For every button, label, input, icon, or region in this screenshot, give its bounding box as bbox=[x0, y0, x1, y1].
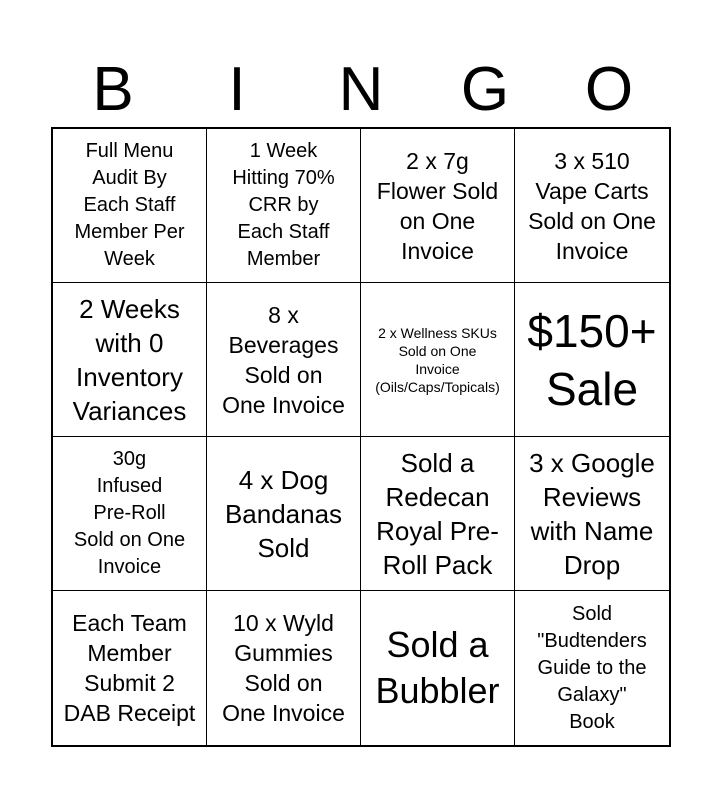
bingo-cell[interactable] bbox=[361, 437, 515, 591]
header-letter-o: O bbox=[584, 55, 634, 124]
cell-text: $150+ Sale bbox=[527, 304, 657, 415]
cell-text: Full Menu Audit By Each Staff Member Per Week bbox=[74, 140, 185, 270]
header-letter-b: B bbox=[92, 55, 134, 124]
cell-text: 10 x Wyld Gummies Sold on One Invoice bbox=[222, 610, 345, 726]
bingo-cell[interactable] bbox=[207, 283, 361, 437]
cell-text: 30g Infused Pre-Roll Sold on One Invoice bbox=[73, 448, 186, 578]
bingo-cell[interactable] bbox=[361, 129, 515, 283]
bingo-cell[interactable] bbox=[207, 129, 361, 283]
bingo-cell[interactable] bbox=[515, 591, 669, 745]
cell-text: 3 x Google Reviews with Name Drop bbox=[529, 447, 655, 580]
cell-text: Sold a Bubbler bbox=[375, 624, 500, 711]
bingo-cell[interactable] bbox=[207, 437, 361, 591]
cell-text: 8 x Beverages Sold on One Invoice bbox=[222, 301, 345, 418]
bingo-cell[interactable] bbox=[207, 591, 361, 745]
cell-text: 2 x 7g Flower Sold on One Invoice bbox=[376, 147, 499, 264]
cell-text: Sold "Budtenders Guide to the Galaxy" Book bbox=[537, 602, 647, 733]
bingo-cell[interactable] bbox=[53, 591, 207, 745]
bingo-cell[interactable] bbox=[53, 129, 207, 283]
header-letter-n: N bbox=[338, 55, 384, 124]
bingo-cell[interactable] bbox=[361, 591, 515, 745]
bingo-cell[interactable] bbox=[515, 437, 669, 591]
bingo-board bbox=[51, 127, 671, 747]
cell-text: 4 x Dog Bandanas Sold bbox=[224, 464, 343, 563]
cell-text: 3 x 510 Vape Carts Sold on One Invoice bbox=[528, 147, 656, 264]
cell-text: 2 x Wellness SKUs Sold on One Invoice (Oils/Caps/Topicals) bbox=[375, 324, 500, 395]
bingo-header bbox=[51, 52, 671, 128]
cell-text: 1 Week Hitting 70% CRR by Each Staff Member bbox=[232, 140, 335, 270]
cell-text: Each Team Member Submit 2 DAB Receipt bbox=[63, 610, 196, 726]
bingo-cell[interactable] bbox=[361, 283, 515, 437]
bingo-cell[interactable] bbox=[515, 129, 669, 283]
header-letter-g: G bbox=[460, 55, 510, 124]
bingo-cell[interactable] bbox=[53, 283, 207, 437]
cell-text: Sold a Redecan Royal Pre- Roll Pack bbox=[376, 447, 499, 580]
header-letter-i: I bbox=[228, 55, 246, 124]
bingo-cell[interactable] bbox=[53, 437, 207, 591]
bingo-cell[interactable] bbox=[515, 283, 669, 437]
cell-text: 2 Weeks with 0 Inventory Variances bbox=[72, 293, 187, 426]
